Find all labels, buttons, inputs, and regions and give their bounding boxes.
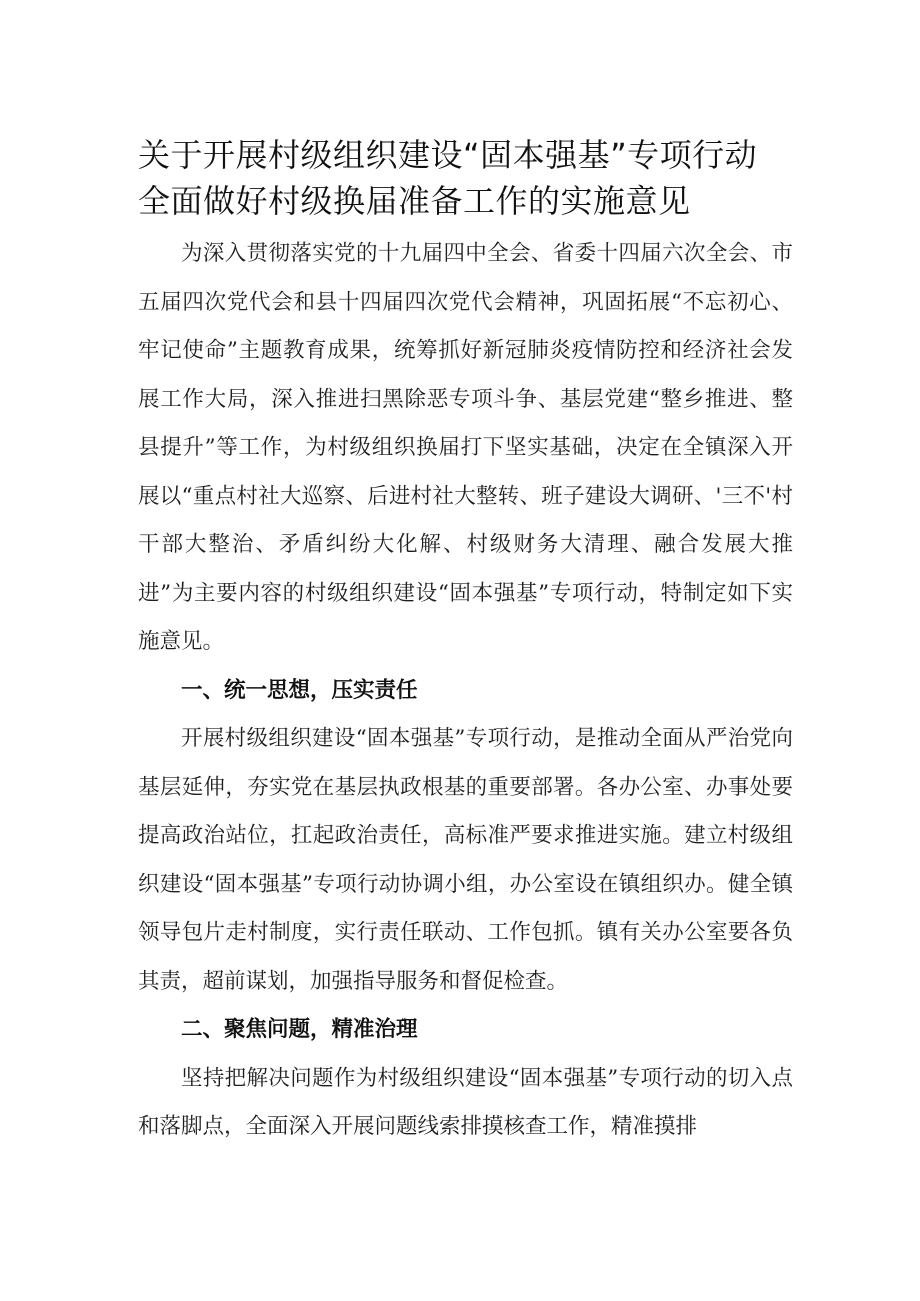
- section-1-heading: 一、统一思想，压实责任: [181, 677, 418, 703]
- intro-paragraph: 为深入贯彻落实党的十九届四中全会、省委十四届六次全会、市五届四次党代会和县十四届四次党代会精神，巩固拓展“不忘初心、牢记使命”主题教育成果，统筹抓好新冠肺炎疫情防控和经济社会发展工作大局，深入推进扫黑除恶专项斗争、基层党建“整乡推进、整县提升”等工作，为村级组织换届打下坚实基础，决定在全镇深入开展以“重点村社大巡察、后进村社大整转、班子建设大调研、'三不'村干部大整治、矛盾纠纷大化解、村级财务大清理、融合发展大推进”为主要内容的村级组织建设“固本强基”专项行动，特制定如下实施意见。: [138, 241, 793, 654]
- section-2-heading: 二、聚焦问题，精准治理: [181, 1017, 418, 1042]
- document-title: [138, 132, 818, 224]
- section-2-paragraph: 坚持把解决问题作为村级组织建设“固本强基”专项行动的切入点和落脚点，全面深入开展问题线索排摸核查工作，精准摸排: [138, 1065, 793, 1139]
- document-title-line-1: 关于开展村级组织建设“固本强基”专项行动: [138, 136, 758, 174]
- document-title-line-2: 全面做好村级换届准备工作的实施意见: [138, 182, 691, 220]
- section-1-paragraph: 开展村级组织建设“固本强基”专项行动，是推动全面从严治党向基层延伸，夯实党在基层执政根基的重要部署。各办公室、办事处要提高政治站位，扛起政治责任，高标准严要求推进实施。建立村级组织建设“固本强基”专项行动协调小组，办公室设在镇组织办。健全镇领导包片走村制度，实行责任联动、工作包抓。镇有关办公室要各负其责，超前谋划，加强指导服务和督促检查。: [138, 726, 793, 994]
- document-body: [138, 230, 793, 1152]
